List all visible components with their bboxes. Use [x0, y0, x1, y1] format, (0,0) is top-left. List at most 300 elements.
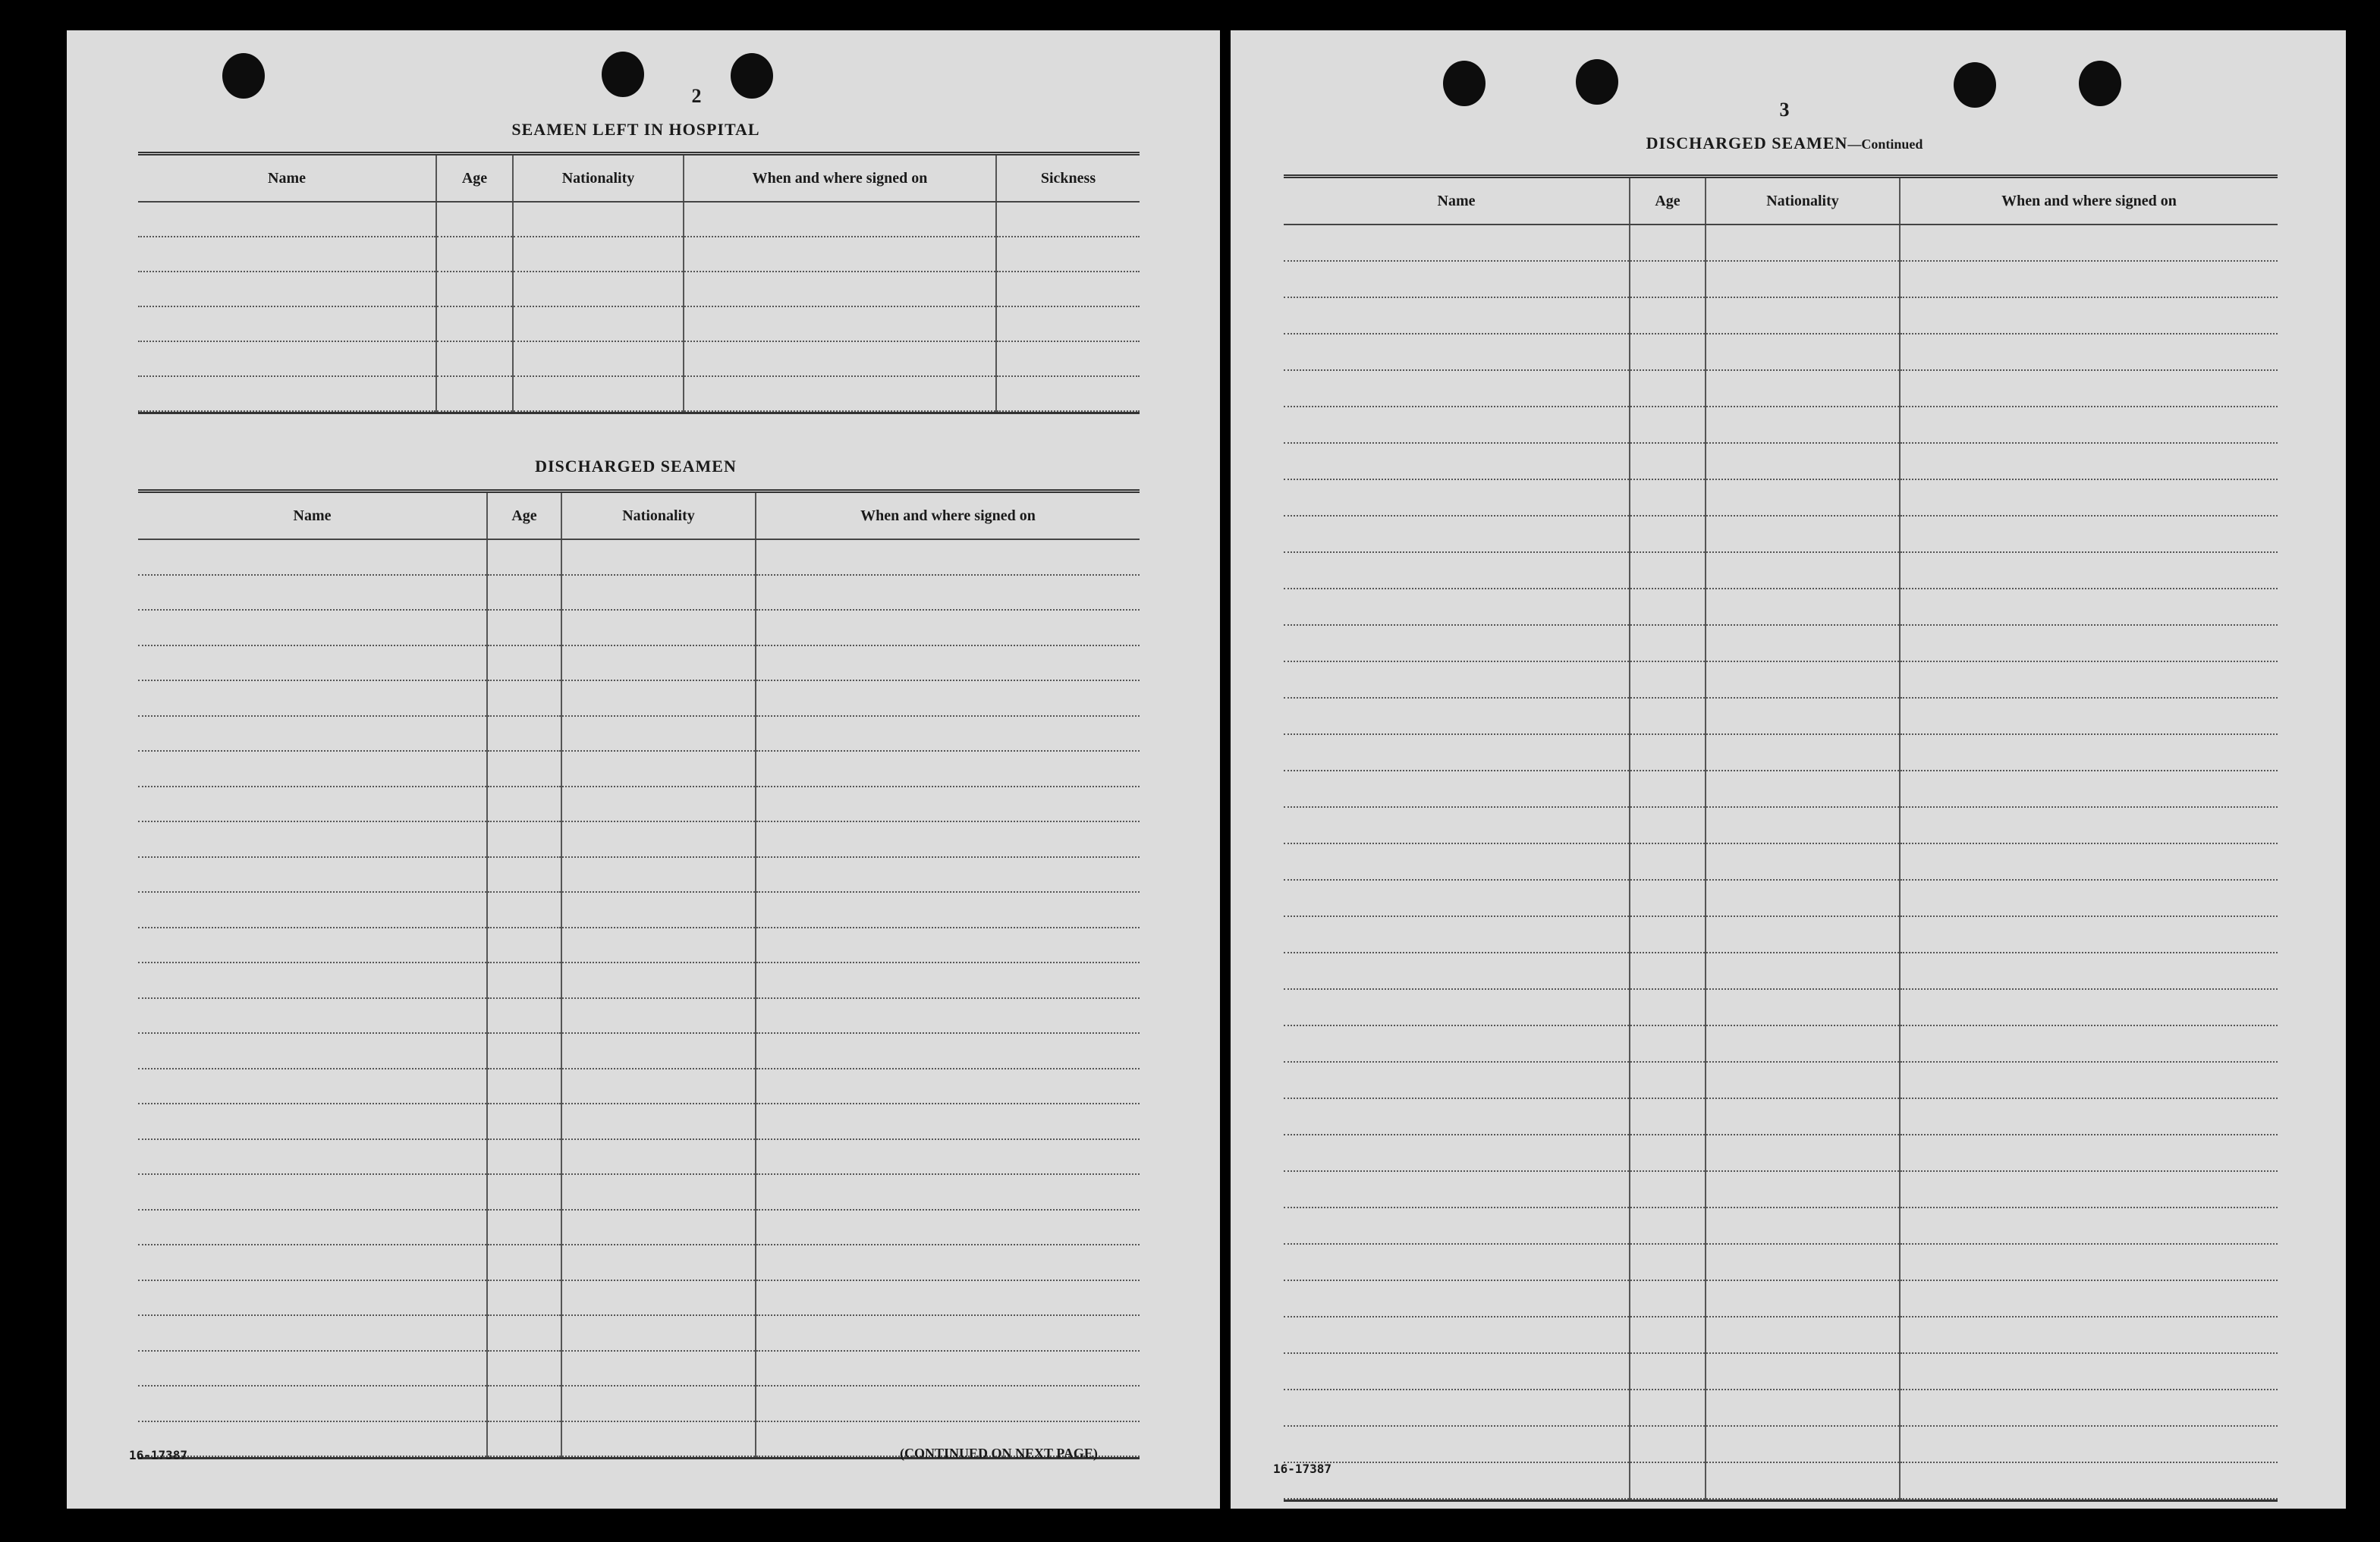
blank-entry-cell[interactable] [1630, 407, 1706, 443]
blank-entry-cell[interactable] [1706, 334, 1900, 370]
blank-entry-cell[interactable] [1284, 1098, 1630, 1135]
blank-entry-cell[interactable] [1900, 1280, 2278, 1317]
blank-entry-cell[interactable] [1900, 225, 2278, 261]
blank-entry-cell[interactable] [487, 1069, 561, 1104]
blank-entry-cell[interactable] [1900, 297, 2278, 334]
blank-entry-cell[interactable] [1284, 334, 1630, 370]
blank-entry-cell[interactable] [1284, 261, 1630, 297]
blank-entry-cell[interactable] [138, 306, 436, 341]
table-row [1284, 589, 2278, 625]
blank-entry-cell[interactable] [1900, 334, 2278, 370]
blank-entry-cell[interactable] [1706, 443, 1900, 479]
blank-entry-cell[interactable] [684, 202, 996, 237]
blank-entry-cell[interactable] [1900, 1244, 2278, 1280]
blank-entry-cell[interactable] [996, 272, 1140, 306]
blank-entry-cell[interactable] [487, 857, 561, 893]
blank-entry-cell[interactable] [1706, 552, 1900, 589]
blank-entry-cell[interactable] [756, 1315, 1140, 1351]
blank-entry-cell[interactable] [487, 892, 561, 928]
blank-entry-cell[interactable] [756, 539, 1140, 575]
blank-entry-cell[interactable] [1630, 1171, 1706, 1208]
blank-entry-cell[interactable] [487, 1174, 561, 1210]
blank-entry-cell[interactable] [487, 1421, 561, 1457]
blank-entry-cell[interactable] [487, 1033, 561, 1069]
blank-entry-cell[interactable] [1706, 225, 1900, 261]
blank-entry-cell[interactable] [138, 575, 487, 611]
blank-entry-cell[interactable] [1900, 807, 2278, 843]
blank-entry-cell[interactable] [1706, 1135, 1900, 1171]
blank-entry-cell[interactable] [756, 716, 1140, 752]
blank-entry-cell[interactable] [513, 341, 684, 376]
blank-entry-cell[interactable] [487, 1351, 561, 1387]
blank-entry-cell[interactable] [1900, 1353, 2278, 1390]
punch-hole [731, 53, 773, 99]
blank-entry-cell[interactable] [1900, 516, 2278, 552]
blank-entry-cell[interactable] [1284, 1025, 1630, 1062]
blank-entry-cell[interactable] [1706, 916, 1900, 953]
blank-entry-cell[interactable] [436, 202, 513, 237]
blank-entry-cell[interactable] [756, 575, 1140, 611]
blank-entry-cell[interactable] [561, 1210, 756, 1245]
blank-entry-cell[interactable] [1630, 334, 1706, 370]
blank-entry-cell[interactable] [1284, 297, 1630, 334]
table-row [1284, 843, 2278, 880]
blank-entry-cell[interactable] [1900, 661, 2278, 698]
blank-entry-cell[interactable] [1706, 771, 1900, 807]
blank-entry-cell[interactable] [138, 1104, 487, 1139]
blank-entry-cell[interactable] [487, 645, 561, 681]
blank-entry-cell[interactable] [1630, 297, 1706, 334]
blank-entry-cell[interactable] [138, 963, 487, 998]
blank-entry-cell[interactable] [1900, 1171, 2278, 1208]
blank-entry-cell[interactable] [1706, 734, 1900, 771]
blank-entry-cell[interactable] [1630, 916, 1706, 953]
blank-entry-cell[interactable] [487, 1139, 561, 1175]
blank-entry-cell[interactable] [138, 998, 487, 1034]
blank-entry-cell[interactable] [1706, 1171, 1900, 1208]
blank-entry-cell[interactable] [1900, 479, 2278, 516]
blank-entry-cell[interactable] [561, 1139, 756, 1175]
hospital-table [138, 152, 1140, 414]
blank-entry-cell[interactable] [1284, 698, 1630, 734]
blank-entry-cell[interactable] [1900, 1390, 2278, 1426]
blank-entry-cell[interactable] [138, 1033, 487, 1069]
blank-entry-cell[interactable] [1284, 989, 1630, 1025]
blank-entry-cell[interactable] [1630, 1135, 1706, 1171]
blank-entry-cell[interactable] [1706, 407, 1900, 443]
blank-entry-cell[interactable] [1900, 734, 2278, 771]
table-row [138, 645, 1140, 681]
blank-entry-cell[interactable] [1630, 261, 1706, 297]
table-row [138, 237, 1140, 272]
blank-entry-cell[interactable] [138, 1245, 487, 1280]
blank-entry-cell[interactable] [1900, 1317, 2278, 1353]
blank-entry-cell[interactable] [436, 376, 513, 411]
blank-entry-cell[interactable] [1284, 771, 1630, 807]
blank-entry-cell[interactable] [1630, 1390, 1706, 1426]
blank-entry-cell[interactable] [1630, 1025, 1706, 1062]
blank-entry-cell[interactable] [756, 610, 1140, 645]
blank-entry-cell[interactable] [138, 857, 487, 893]
blank-entry-cell[interactable] [561, 1351, 756, 1387]
blank-entry-cell[interactable] [1900, 1098, 2278, 1135]
blank-entry-cell[interactable] [1706, 1098, 1900, 1135]
blank-entry-cell[interactable] [684, 306, 996, 341]
blank-entry-cell[interactable] [1284, 516, 1630, 552]
blank-entry-cell[interactable] [1284, 661, 1630, 698]
blank-entry-cell[interactable] [756, 1245, 1140, 1280]
blank-entry-cell[interactable] [1706, 370, 1900, 407]
blank-entry-cell[interactable] [487, 928, 561, 963]
blank-entry-cell[interactable] [1706, 1353, 1900, 1390]
blank-entry-cell[interactable] [436, 272, 513, 306]
blank-entry-cell[interactable] [1706, 1462, 1900, 1499]
table-row [138, 751, 1140, 787]
blank-entry-cell[interactable] [138, 928, 487, 963]
blank-entry-cell[interactable] [1900, 407, 2278, 443]
blank-entry-cell[interactable] [1284, 479, 1630, 516]
blank-entry-cell[interactable] [1706, 625, 1900, 661]
blank-entry-cell[interactable] [1706, 1208, 1900, 1244]
blank-entry-cell[interactable] [684, 272, 996, 306]
blank-entry-cell[interactable] [1284, 1208, 1630, 1244]
blank-entry-cell[interactable] [487, 680, 561, 716]
blank-entry-cell[interactable] [138, 821, 487, 857]
blank-entry-cell[interactable] [756, 787, 1140, 822]
table-row [1284, 1353, 2278, 1390]
blank-entry-cell[interactable] [1630, 225, 1706, 261]
blank-entry-cell[interactable] [1706, 261, 1900, 297]
blank-entry-cell[interactable] [487, 610, 561, 645]
blank-entry-cell[interactable] [1900, 916, 2278, 953]
blank-entry-cell[interactable] [756, 1280, 1140, 1316]
blank-entry-cell[interactable] [1900, 1208, 2278, 1244]
blank-entry-cell[interactable] [1630, 1280, 1706, 1317]
blank-entry-cell[interactable] [561, 892, 756, 928]
blank-entry-cell[interactable] [1284, 625, 1630, 661]
blank-entry-cell[interactable] [1706, 297, 1900, 334]
table-row [1284, 297, 2278, 334]
blank-entry-cell[interactable] [1706, 807, 1900, 843]
blank-entry-cell[interactable] [487, 1280, 561, 1316]
blank-entry-cell[interactable] [756, 1033, 1140, 1069]
blank-entry-cell[interactable] [756, 1351, 1140, 1387]
page-number: 2 [691, 85, 702, 107]
blank-entry-cell[interactable] [561, 1280, 756, 1316]
blank-entry-cell[interactable] [138, 787, 487, 822]
blank-entry-cell[interactable] [1630, 880, 1706, 916]
blank-entry-cell[interactable] [561, 1174, 756, 1210]
blank-entry-cell[interactable] [1706, 843, 1900, 880]
blank-entry-cell[interactable] [756, 1069, 1140, 1104]
blank-entry-cell[interactable] [138, 1139, 487, 1175]
blank-entry-cell[interactable] [1706, 1426, 1900, 1462]
blank-entry-cell[interactable] [1706, 661, 1900, 698]
blank-entry-cell[interactable] [436, 341, 513, 376]
blank-entry-cell[interactable] [756, 892, 1140, 928]
blank-entry-cell[interactable] [1706, 698, 1900, 734]
blank-entry-cell[interactable] [561, 1033, 756, 1069]
blank-entry-cell[interactable] [1900, 1462, 2278, 1499]
blank-entry-cell[interactable] [1630, 1462, 1706, 1499]
blank-entry-cell[interactable] [1706, 1280, 1900, 1317]
blank-entry-cell[interactable] [1630, 1244, 1706, 1280]
blank-entry-cell[interactable] [138, 202, 436, 237]
blank-entry-cell[interactable] [561, 821, 756, 857]
blank-entry-cell[interactable] [996, 341, 1140, 376]
blank-entry-cell[interactable] [1706, 1317, 1900, 1353]
table-row [138, 1386, 1140, 1421]
blank-entry-cell[interactable] [1630, 516, 1706, 552]
blank-entry-cell[interactable] [1630, 953, 1706, 989]
blank-entry-cell[interactable] [561, 539, 756, 575]
blank-entry-cell[interactable] [487, 787, 561, 822]
blank-entry-cell[interactable] [138, 1210, 487, 1245]
blank-entry-cell[interactable] [1284, 225, 1630, 261]
blank-entry-cell[interactable] [561, 610, 756, 645]
blank-entry-cell[interactable] [1900, 625, 2278, 661]
blank-entry-cell[interactable] [138, 1315, 487, 1351]
blank-entry-cell[interactable] [487, 1386, 561, 1421]
table-row [1284, 443, 2278, 479]
blank-entry-cell[interactable] [756, 680, 1140, 716]
blank-entry-cell[interactable] [561, 645, 756, 681]
blank-entry-cell[interactable] [1706, 1244, 1900, 1280]
table-row [1284, 1171, 2278, 1208]
blank-entry-cell[interactable] [684, 376, 996, 411]
blank-entry-cell[interactable] [487, 751, 561, 787]
blank-entry-cell[interactable] [1284, 1062, 1630, 1098]
blank-entry-cell[interactable] [138, 716, 487, 752]
blank-entry-cell[interactable] [1284, 1244, 1630, 1280]
table-row [1284, 953, 2278, 989]
blank-entry-cell[interactable] [561, 1069, 756, 1104]
blank-entry-cell[interactable] [1284, 953, 1630, 989]
blank-entry-cell[interactable] [487, 998, 561, 1034]
blank-entry-cell[interactable] [138, 610, 487, 645]
blank-entry-cell[interactable] [138, 341, 436, 376]
blank-entry-cell[interactable] [1284, 1462, 1630, 1499]
blank-entry-cell[interactable] [1630, 479, 1706, 516]
blank-entry-cell[interactable] [561, 963, 756, 998]
blank-entry-cell[interactable] [756, 1210, 1140, 1245]
blank-entry-cell[interactable] [487, 1315, 561, 1351]
table-row [1284, 1390, 2278, 1426]
blank-entry-cell[interactable] [1284, 407, 1630, 443]
blank-entry-cell[interactable] [513, 272, 684, 306]
blank-entry-cell[interactable] [1706, 880, 1900, 916]
blank-entry-cell[interactable] [684, 341, 996, 376]
blank-entry-cell[interactable] [756, 751, 1140, 787]
blank-entry-cell[interactable] [138, 645, 487, 681]
blank-entry-cell[interactable] [1630, 661, 1706, 698]
blank-entry-cell[interactable] [561, 1245, 756, 1280]
blank-entry-cell[interactable] [1284, 1135, 1630, 1171]
blank-entry-cell[interactable] [1900, 1426, 2278, 1462]
blank-entry-cell[interactable] [996, 306, 1140, 341]
blank-entry-cell[interactable] [487, 575, 561, 611]
blank-entry-cell[interactable] [756, 1386, 1140, 1421]
blank-entry-cell[interactable] [436, 306, 513, 341]
blank-entry-cell[interactable] [1900, 1135, 2278, 1171]
table-row [138, 1174, 1140, 1210]
blank-entry-cell[interactable] [1630, 443, 1706, 479]
blank-entry-cell[interactable] [1284, 807, 1630, 843]
blank-entry-cell[interactable] [756, 963, 1140, 998]
blank-entry-cell[interactable] [756, 998, 1140, 1034]
blank-entry-cell[interactable] [1900, 1025, 2278, 1062]
blank-entry-cell[interactable] [1900, 1062, 2278, 1098]
blank-entry-cell[interactable] [1900, 843, 2278, 880]
blank-entry-cell[interactable] [1630, 589, 1706, 625]
blank-entry-cell[interactable] [487, 963, 561, 998]
table-row [138, 787, 1140, 822]
blank-entry-cell[interactable] [1630, 989, 1706, 1025]
blank-entry-cell[interactable] [1900, 989, 2278, 1025]
blank-entry-cell[interactable] [1284, 843, 1630, 880]
blank-entry-cell[interactable] [996, 376, 1140, 411]
blank-entry-cell[interactable] [138, 1280, 487, 1316]
blank-entry-cell[interactable] [561, 1421, 756, 1457]
blank-entry-cell[interactable] [1284, 1390, 1630, 1426]
blank-entry-cell[interactable] [561, 998, 756, 1034]
blank-entry-cell[interactable] [1630, 1208, 1706, 1244]
left-page [67, 30, 1220, 1509]
table-row [138, 716, 1140, 752]
blank-entry-cell[interactable] [996, 237, 1140, 272]
blank-entry-cell[interactable] [487, 539, 561, 575]
blank-entry-cell[interactable] [561, 751, 756, 787]
blank-entry-cell[interactable] [1900, 370, 2278, 407]
table-row [138, 1069, 1140, 1104]
blank-entry-cell[interactable] [138, 751, 487, 787]
blank-entry-cell[interactable] [561, 857, 756, 893]
blank-entry-cell[interactable] [1284, 1353, 1630, 1390]
blank-entry-cell[interactable] [1900, 589, 2278, 625]
blank-entry-cell[interactable] [1630, 807, 1706, 843]
blank-entry-cell[interactable] [1706, 589, 1900, 625]
blank-entry-cell[interactable] [487, 1104, 561, 1139]
blank-entry-cell[interactable] [1706, 989, 1900, 1025]
blank-entry-cell[interactable] [1706, 953, 1900, 989]
blank-entry-cell[interactable] [1900, 771, 2278, 807]
blank-entry-cell[interactable] [756, 1174, 1140, 1210]
blank-entry-cell[interactable] [561, 928, 756, 963]
blank-entry-cell[interactable] [513, 376, 684, 411]
discharged-table [138, 489, 1140, 1459]
blank-entry-cell[interactable] [561, 575, 756, 611]
blank-entry-cell[interactable] [1900, 953, 2278, 989]
blank-entry-cell[interactable] [1900, 443, 2278, 479]
blank-entry-cell[interactable] [1284, 880, 1630, 916]
blank-entry-cell[interactable] [1706, 1390, 1900, 1426]
blank-entry-cell[interactable] [1630, 843, 1706, 880]
blank-entry-cell[interactable] [1706, 1062, 1900, 1098]
blank-entry-cell[interactable] [138, 376, 436, 411]
blank-entry-cell[interactable] [1284, 443, 1630, 479]
blank-entry-cell[interactable] [513, 306, 684, 341]
blank-entry-cell[interactable] [1630, 1098, 1706, 1135]
blank-entry-cell[interactable] [1630, 1062, 1706, 1098]
blank-entry-cell[interactable] [756, 928, 1140, 963]
blank-entry-cell[interactable] [1630, 625, 1706, 661]
blank-entry-cell[interactable] [1630, 698, 1706, 734]
blank-entry-cell[interactable] [138, 680, 487, 716]
table-row [1284, 225, 2278, 261]
blank-entry-cell[interactable] [1630, 734, 1706, 771]
blank-entry-cell[interactable] [561, 1386, 756, 1421]
blank-entry-cell[interactable] [1284, 370, 1630, 407]
table-row [1284, 516, 2278, 552]
blank-entry-cell[interactable] [1706, 516, 1900, 552]
blank-entry-cell[interactable] [1284, 1171, 1630, 1208]
blank-entry-cell[interactable] [1630, 552, 1706, 589]
blank-entry-cell[interactable] [1284, 552, 1630, 589]
blank-entry-cell[interactable] [561, 716, 756, 752]
blank-entry-cell[interactable] [436, 237, 513, 272]
blank-entry-cell[interactable] [138, 539, 487, 575]
blank-entry-cell[interactable] [684, 237, 996, 272]
blank-entry-cell[interactable] [1284, 734, 1630, 771]
column-header: Name [1284, 178, 1630, 225]
blank-entry-cell[interactable] [756, 1139, 1140, 1175]
blank-entry-cell[interactable] [756, 645, 1140, 681]
page-number: 3 [1779, 99, 1790, 121]
blank-entry-cell[interactable] [1706, 479, 1900, 516]
blank-entry-cell[interactable] [138, 1421, 487, 1457]
blank-entry-cell[interactable] [756, 857, 1140, 893]
blank-entry-cell[interactable] [1706, 1025, 1900, 1062]
blank-entry-cell[interactable] [1284, 1280, 1630, 1317]
blank-entry-cell[interactable] [513, 202, 684, 237]
blank-entry-cell[interactable] [561, 787, 756, 822]
blank-entry-cell[interactable] [487, 821, 561, 857]
blank-entry-cell[interactable] [1630, 1317, 1706, 1353]
blank-entry-cell[interactable] [561, 1104, 756, 1139]
blank-entry-cell[interactable] [138, 1386, 487, 1421]
blank-entry-cell[interactable] [1284, 589, 1630, 625]
blank-entry-cell[interactable] [1284, 1426, 1630, 1462]
blank-entry-cell[interactable] [1900, 880, 2278, 916]
blank-entry-cell[interactable] [1630, 1353, 1706, 1390]
blank-entry-cell[interactable] [1900, 698, 2278, 734]
blank-entry-cell[interactable] [138, 1069, 487, 1104]
section-title-text: DISCHARGED SEAMEN [1646, 133, 1848, 152]
blank-entry-cell[interactable] [138, 892, 487, 928]
blank-entry-cell[interactable] [561, 1315, 756, 1351]
blank-entry-cell[interactable] [1284, 916, 1630, 953]
blank-entry-cell[interactable] [138, 272, 436, 306]
blank-entry-cell[interactable] [138, 1174, 487, 1210]
blank-entry-cell[interactable] [1284, 1317, 1630, 1353]
blank-entry-cell[interactable] [487, 1245, 561, 1280]
blank-entry-cell[interactable] [138, 1351, 487, 1387]
blank-entry-cell[interactable] [561, 680, 756, 716]
table-row [1284, 1098, 2278, 1135]
blank-entry-cell[interactable] [1900, 261, 2278, 297]
blank-entry-cell[interactable] [756, 821, 1140, 857]
blank-entry-cell[interactable] [1630, 771, 1706, 807]
blank-entry-cell[interactable] [487, 716, 561, 752]
blank-entry-cell[interactable] [1900, 552, 2278, 589]
blank-entry-cell[interactable] [138, 237, 436, 272]
blank-entry-cell[interactable] [1630, 1426, 1706, 1462]
blank-entry-cell[interactable] [756, 1104, 1140, 1139]
blank-entry-cell[interactable] [1630, 370, 1706, 407]
blank-entry-cell[interactable] [513, 237, 684, 272]
blank-entry-cell[interactable] [487, 1210, 561, 1245]
blank-entry-cell[interactable] [996, 202, 1140, 237]
